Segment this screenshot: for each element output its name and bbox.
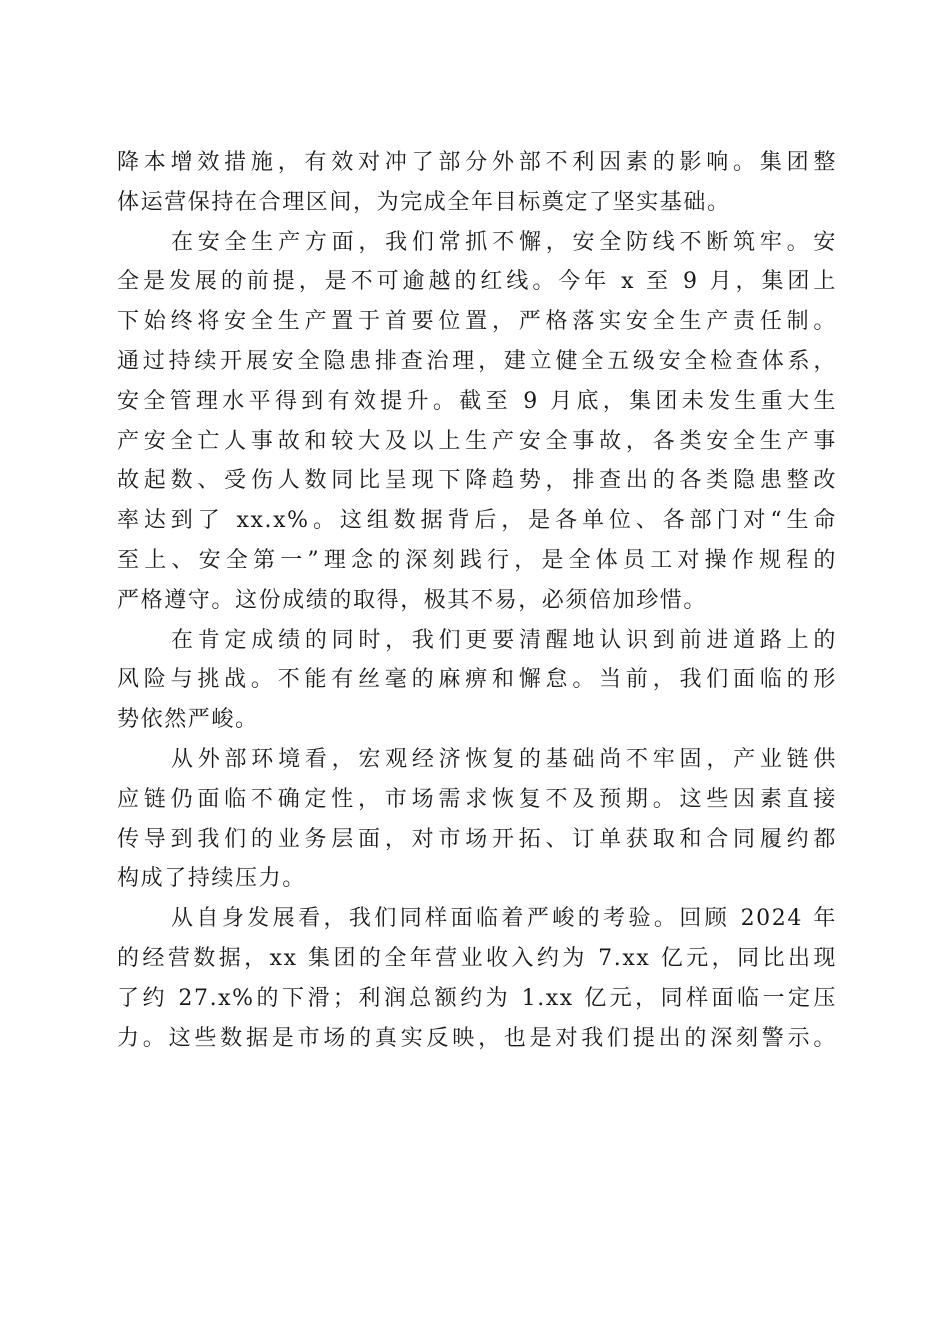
text-line: 产安全亡人事故和较大及以上生产安全事故，各类安全生产事	[117, 428, 837, 454]
text-line: 体运营保持在合理区间，为完成全年目标奠定了坚实基础。	[117, 189, 731, 215]
text-line: 传导到我们的业务层面，对市场开拓、订单获取和合同履约都	[117, 826, 837, 852]
text-line: 在肯定成绩的同时，我们更要清醒地认识到前进道路上的	[171, 627, 837, 653]
text-line: 下始终将安全生产置于首要位置，严格落实安全生产责任制。	[117, 309, 837, 335]
text-line: 势依然严峻。	[117, 707, 259, 733]
paragraph-3	[117, 621, 837, 740]
text-line: 严格遵守。这份成绩的取得，极其不易，必须倍加珍惜。	[117, 587, 708, 613]
document-body	[117, 143, 837, 1058]
text-line: 通过持续开展安全隐患排查治理，建立健全五级安全检查体系，	[117, 348, 837, 374]
text-line: 了约 27.x%的下滑；利润总额约为 1.xx 亿元，同样面临一定压	[117, 985, 837, 1011]
text-line: 在安全生产方面，我们常抓不懈，安全防线不断筑牢。安	[171, 229, 837, 255]
text-line: 安全管理水平得到有效提升。截至 9 月底，集团未发生重大生	[117, 388, 837, 414]
paragraph-4	[117, 740, 837, 899]
text-line: 力。这些数据是市场的真实反映，也是对我们提出的深刻警示。	[117, 1025, 837, 1051]
paragraph-5	[117, 899, 837, 1058]
text-line: 从外部环境看，宏观经济恢复的基础尚不牢固，产业链供	[171, 746, 837, 772]
text-line: 构成了持续压力。	[117, 866, 306, 892]
text-line: 风险与挑战。不能有丝毫的麻痹和懈怠。当前，我们面临的形	[117, 667, 837, 693]
text-line: 率达到了 xx.x%。这组数据背后，是各单位、各部门对“生命	[117, 508, 837, 534]
paragraph-2	[117, 223, 837, 621]
text-line: 应链仍面临不确定性，市场需求恢复不及预期。这些因素直接	[117, 786, 837, 812]
text-line: 的经营数据，xx 集团的全年营业收入约为 7.xx 亿元，同比出现	[117, 945, 837, 971]
paragraph-1	[117, 143, 837, 223]
text-line: 从自身发展看，我们同样面临着严峻的考验。回顾 2024 年	[171, 906, 837, 932]
text-line: 故起数、受伤人数同比呈现下降趋势，排查出的各类隐患整改	[117, 468, 837, 494]
text-line: 至上、安全第一”理念的深刻践行，是全体员工对操作规程的	[117, 547, 837, 573]
text-line: 全是发展的前提，是不可逾越的红线。今年 x 至 9 月，集团上	[117, 269, 837, 295]
text-line: 降本增效措施，有效对冲了部分外部不利因素的影响。集团整	[117, 150, 837, 175]
